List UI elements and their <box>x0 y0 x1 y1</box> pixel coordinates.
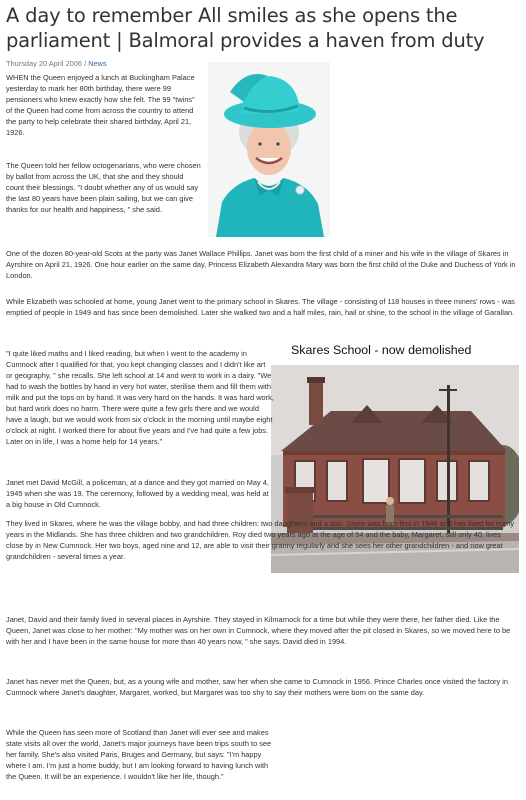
paragraph-2: The Queen told her fellow octogenarians, who were chosen by ballot from across the UK, that she and they should count their blessings. "I doubt whether any of us would say the last 80 years have been plain sailing, but we can give thanks for our health and happiness, " she said. <box>6 161 201 214</box>
paragraph-9: Janet has never met the Queen, but, as a young wife and mother, saw her when she came to Cumnock in 1956. Prince Charles once visited the factory in Cumnock where Janet's daughter, Margaret, worked, but Margaret was too shy to say their mothers were born on the same day. <box>6 677 509 697</box>
queen-photo <box>208 62 330 237</box>
paragraph-10: While the Queen has seen more of Scotland than Janet will ever see and makes state visits all over the world, Janet's major journeys have been trips south to see her family. She's also visited Paris, Bruges and Germany, but says: "I'm happy where I am. I'm just a home buddy, but I am looking forward to having lunch with the Queen. It will be an experience. I wouldn't like her life, though." <box>6 728 272 781</box>
article-title: A day to remember All smiles as she opens the parliament | Balmoral provides a haven from duty <box>6 4 485 52</box>
article-meta <box>6 59 107 68</box>
paragraph-1: WHEN the Queen enjoyed a lunch at Buckingham Palace yesterday to mark her 80th birthday, there were 99 pensioners who knew exactly how she felt. The 99 "twins" of the Queen had come from across the country to attend the party to help celebrate their shared birthday, April 21, 1926. <box>6 73 195 137</box>
paragraph-7: They lived in Skares, where he was the village bobby, and had three children: two daughters and a son. Joyce was born first in 1946 and has lived for many years in the Midlands. She has three children and two grandchildren. Roy died two years ago at the age of 54 and the baby, Margaret, still only 40, lives close by in New Cumnock. Her two boys, aged nine and 12, are able to visit their granny regularly and she sees her other grandchildren - and now great grandchildren - several times a year. <box>6 519 515 561</box>
photo-caption: Skares School - now demolished <box>291 343 472 357</box>
category-link[interactable]: News <box>88 59 107 68</box>
article-date: Thursday 20 April 2006 <box>6 59 83 68</box>
paragraph-4: While Elizabeth was schooled at home, young Janet went to the primary school in Skares. The village - consisting of 118 houses in three miners' rows - was emptied of people in 1949 and has since been demolished. Later she walked two and a half miles, rain, hail or shine, to the school in the village of Garallan. <box>6 297 515 317</box>
meta-separator: / <box>82 59 89 68</box>
paragraph-6: Janet met David McGill, a policeman, at a dance and they got married on May 4, 1945 when she was 19. The ceremony, followed by a wedding meal, was held at a big house in Old Cumnock. <box>6 478 269 509</box>
paragraph-5: "I quite liked maths and I liked reading, but when I went to the academy in Cumnock after I qualified for that, you kept changing classes and I didn't like art or geography, " she recalls. She left school at 14 and went to work in a dairy. "We had to wash the bottles by hand in very hot water, sterilise them and fill them with milk and put the tops on by hand. It was very hard on the hands. It was hard work, but hard work does no harm. There were quite a few girls there and we would have a laugh, but we would work from six o'clock in the morning until maybe eight o'clock at night. I worked there for about five years and I've had quite a few jobs. Later on in life, I was a home help for 14 years." <box>6 349 274 446</box>
paragraph-3: One of the dozen 80-year-old Scots at the party was Janet Wallace Phillips. Janet was born the first child of a miner and his wife in the village of Skares in Ayrshire on April 21, 1926. One hour earlier on the same day, Princess Elizabeth Alexandra Mary was born the first child of the Duke and Duchess of York in London. <box>6 249 516 280</box>
paragraph-8: Janet, David and their family lived in several places in Ayrshire. They stayed in Kilmarnock for a time but while they were there, her father died. Like the Queen, Janet was close to her mother: "My mother was on her own in Cumnock, where they moved after the pit closed in Skares, so we moved here to be with her and I have been in the same house for more than 40 years now, " she says. David died in 1994. <box>6 615 511 646</box>
